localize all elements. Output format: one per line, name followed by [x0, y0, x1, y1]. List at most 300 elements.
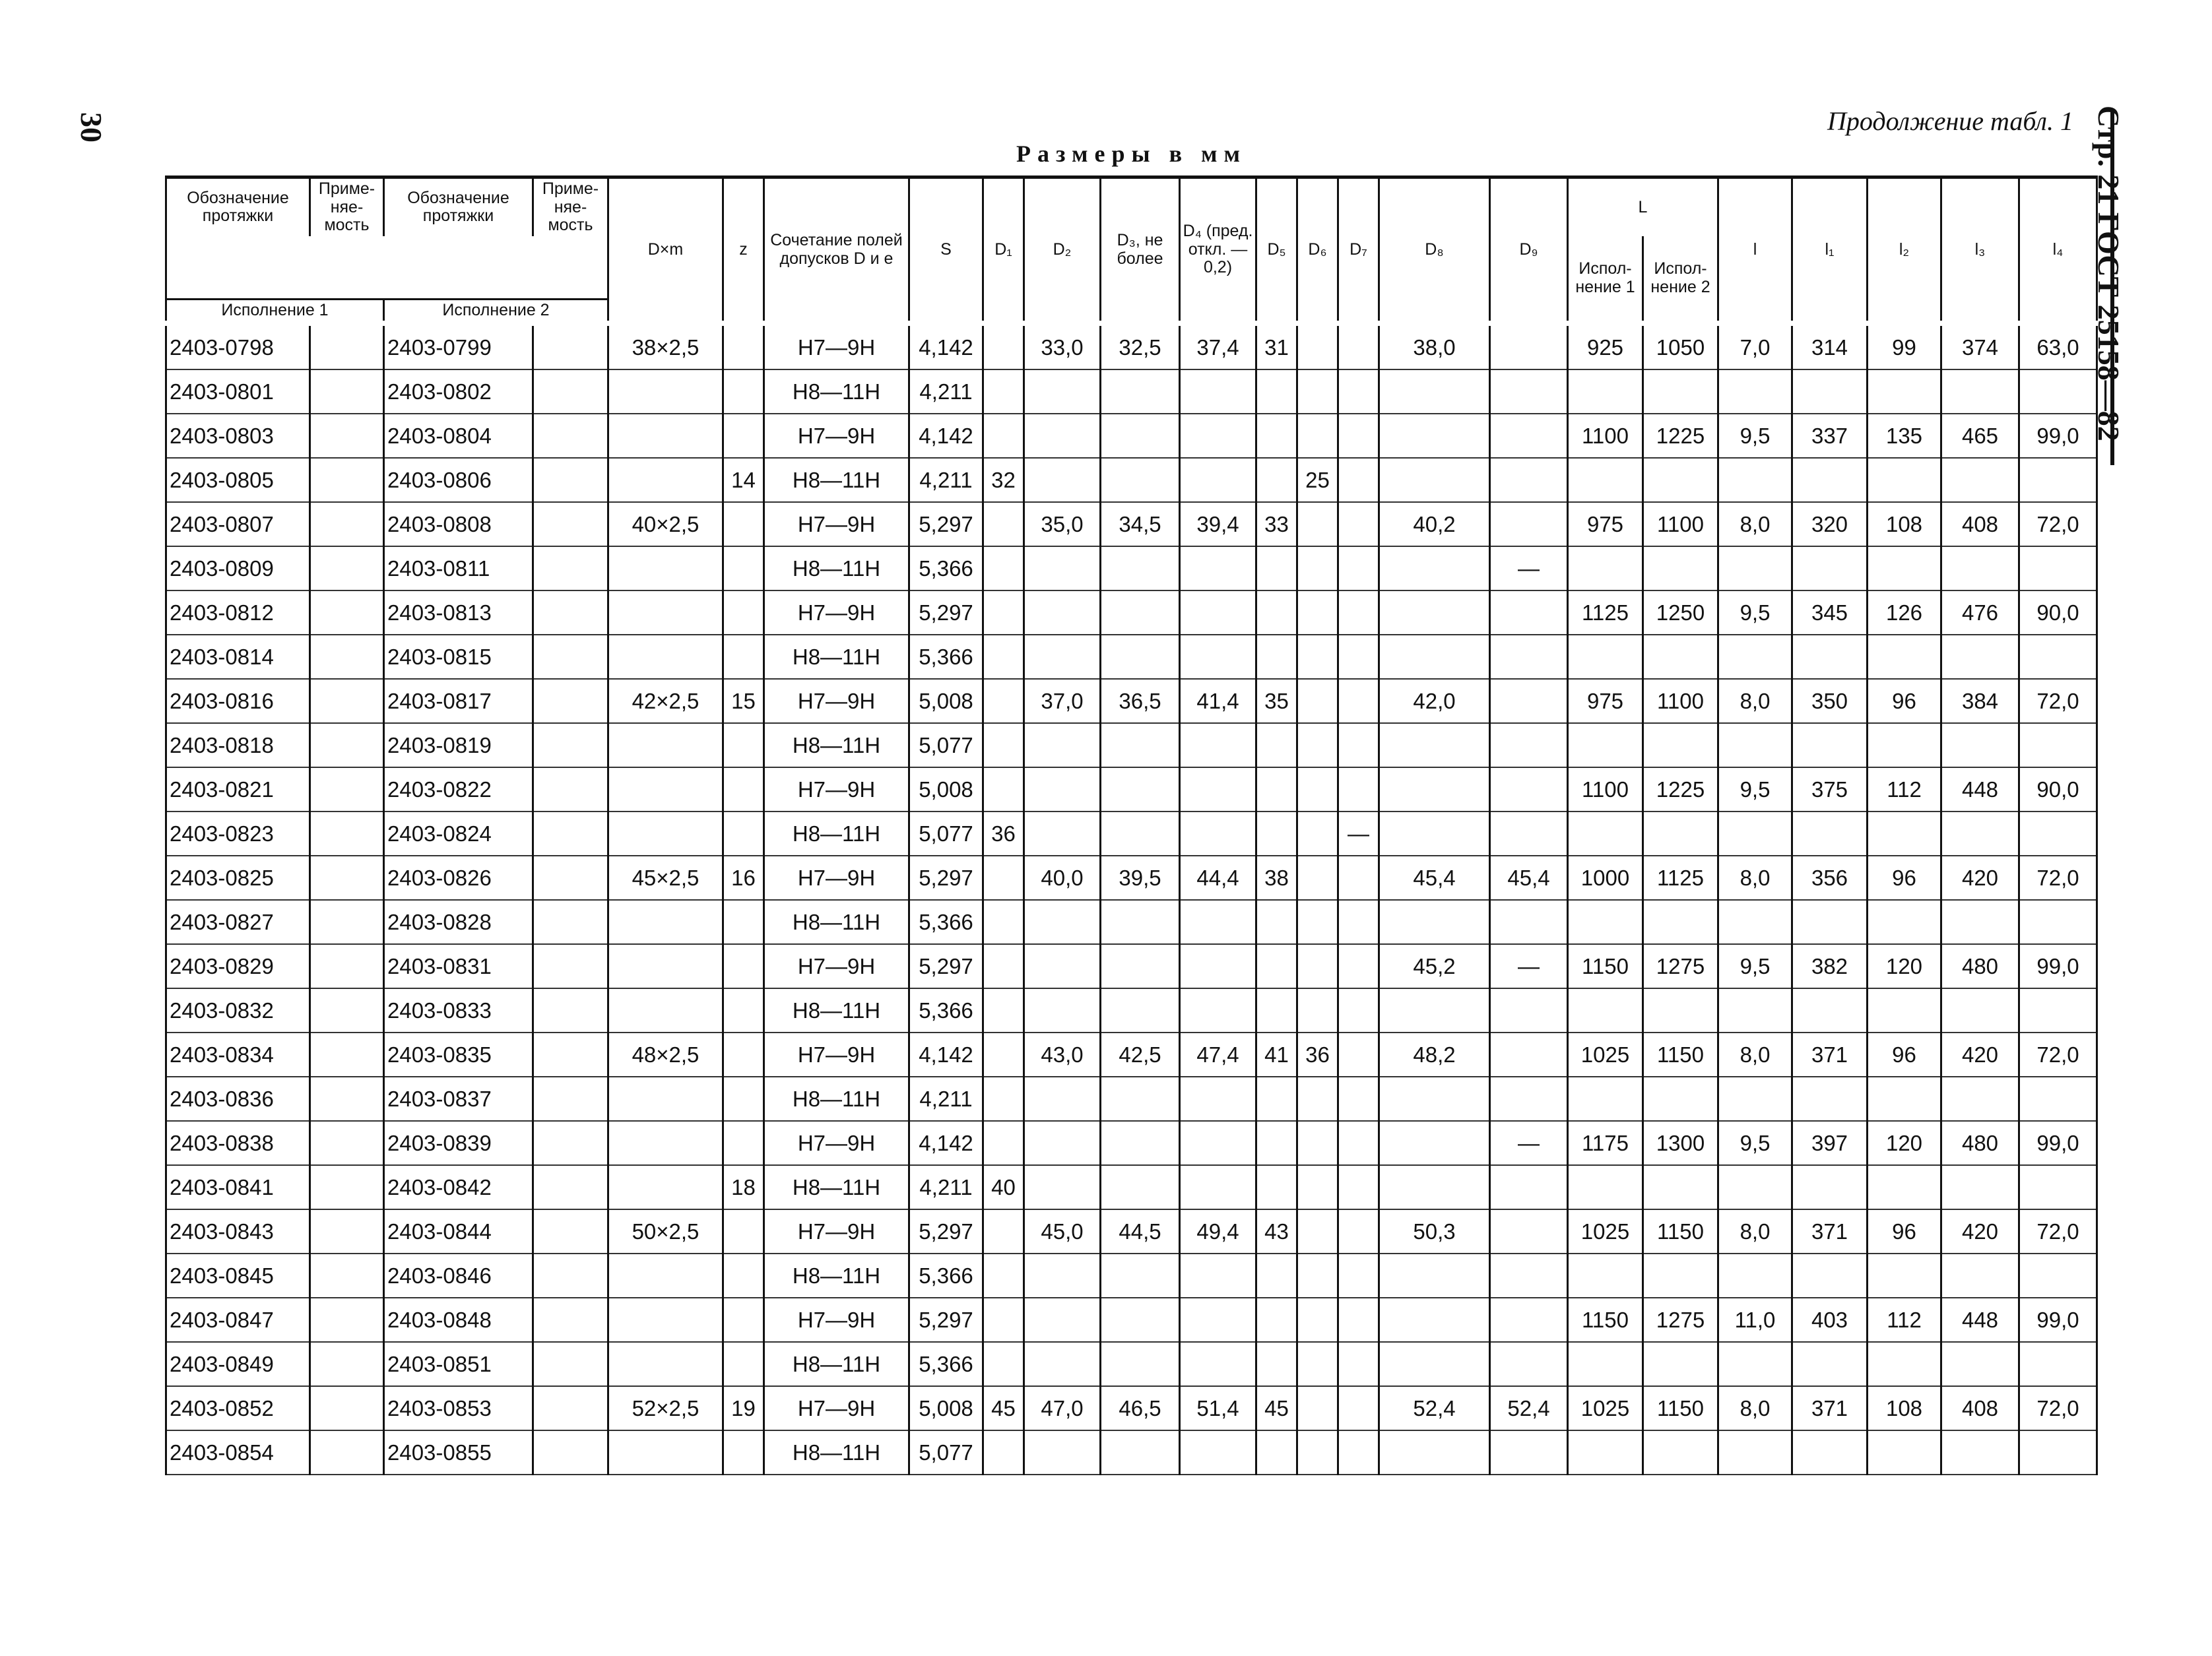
cell-d5: 35: [1256, 679, 1297, 723]
cell-d2: [1024, 546, 1101, 590]
cell-l: 8,0: [1718, 1386, 1792, 1430]
cell-applicability-1: [310, 856, 384, 900]
cell-d4: [1180, 944, 1256, 988]
cell-applicability-1: [310, 458, 384, 502]
cell-d4: [1180, 369, 1256, 414]
cell-d7: —: [1338, 812, 1379, 856]
cell-l1: 337: [1792, 414, 1868, 458]
cell-d9: [1490, 414, 1568, 458]
cell-l2: 135: [1868, 414, 1941, 458]
cell-d1: [983, 590, 1024, 635]
cell-fit: H7—9H: [764, 414, 909, 458]
cell-dxm: 38×2,5: [608, 323, 723, 369]
cell-d6: [1297, 1430, 1338, 1475]
cell-l: 7,0: [1718, 323, 1792, 369]
cell-d9: —: [1490, 1121, 1568, 1165]
cell-d6: [1297, 635, 1338, 679]
cell-s: 5,297: [909, 944, 983, 988]
cell-l-v1: [1568, 1254, 1643, 1298]
cell-l2: 96: [1868, 856, 1941, 900]
cell-s: 5,366: [909, 635, 983, 679]
cell-d9: [1490, 502, 1568, 546]
cell-applicability-1: [310, 1430, 384, 1475]
cell-d9: [1490, 1165, 1568, 1209]
cell-l2: [1868, 900, 1941, 944]
cell-d3: [1101, 590, 1180, 635]
header-d7: D₇: [1338, 177, 1379, 324]
cell-l-v2: [1643, 458, 1718, 502]
cell-designation-1: 2403-0821: [166, 767, 310, 812]
cell-l-v1: [1568, 812, 1643, 856]
cell-applicability-1: [310, 323, 384, 369]
cell-d9: 52,4: [1490, 1386, 1568, 1430]
cell-designation-2: 2403-0846: [384, 1254, 533, 1298]
header-l2: l₂: [1868, 177, 1941, 324]
cell-l1: [1792, 900, 1868, 944]
cell-applicability-1: [310, 944, 384, 988]
cell-d4: 47,4: [1180, 1033, 1256, 1077]
cell-l: 8,0: [1718, 856, 1792, 900]
cell-d1: 40: [983, 1165, 1024, 1209]
cell-l2: 120: [1868, 1121, 1941, 1165]
cell-d1: [983, 900, 1024, 944]
standard-reference: Стр. 21 ГОСТ 25158—82: [2092, 106, 2126, 441]
cell-d1: [983, 1033, 1024, 1077]
cell-applicability-1: [310, 1342, 384, 1386]
cell-d8: [1379, 1298, 1490, 1342]
cell-designation-1: 2403-0843: [166, 1209, 310, 1254]
cell-d2: 45,0: [1024, 1209, 1101, 1254]
cell-d6: [1297, 723, 1338, 767]
cell-d7: [1338, 546, 1379, 590]
cell-d8: [1379, 546, 1490, 590]
table-row: [166, 1033, 2097, 1077]
cell-l4: 72,0: [2019, 856, 2097, 900]
header-l-version-2: Испол-нение 2: [1643, 236, 1718, 324]
cell-applicability-1: [310, 502, 384, 546]
cell-l1: 345: [1792, 590, 1868, 635]
cell-dxm: [608, 369, 723, 414]
cell-l-v2: 1150: [1643, 1033, 1718, 1077]
cell-fit: H7—9H: [764, 1386, 909, 1430]
cell-applicability-2: [533, 900, 608, 944]
cell-dxm: [608, 1342, 723, 1386]
cell-z: [723, 723, 764, 767]
cell-d5: [1256, 1077, 1297, 1121]
cell-d1: [983, 1254, 1024, 1298]
cell-designation-2: 2403-0842: [384, 1165, 533, 1209]
cell-l-v1: [1568, 1077, 1643, 1121]
cell-d7: [1338, 1209, 1379, 1254]
cell-d5: 43: [1256, 1209, 1297, 1254]
cell-l-v1: 1100: [1568, 414, 1643, 458]
cell-d2: [1024, 458, 1101, 502]
cell-designation-2: 2403-0831: [384, 944, 533, 988]
table-row: [166, 767, 2097, 812]
cell-s: 4,211: [909, 1077, 983, 1121]
cell-fit: H8—11H: [764, 546, 909, 590]
cell-l-v2: [1643, 812, 1718, 856]
cell-s: 5,008: [909, 679, 983, 723]
cell-l-v1: 1025: [1568, 1209, 1643, 1254]
cell-d1: [983, 679, 1024, 723]
cell-d7: [1338, 723, 1379, 767]
header-dxm: D×m: [608, 177, 723, 324]
cell-d7: [1338, 679, 1379, 723]
cell-l3: [1941, 1077, 2019, 1121]
cell-l3: 420: [1941, 1209, 2019, 1254]
header-l4: l₄: [2019, 177, 2097, 324]
cell-applicability-1: [310, 369, 384, 414]
cell-l3: 465: [1941, 414, 2019, 458]
cell-l1: [1792, 988, 1868, 1033]
cell-l-v2: [1643, 546, 1718, 590]
cell-s: 4,142: [909, 414, 983, 458]
cell-applicability-2: [533, 1077, 608, 1121]
cell-d5: [1256, 944, 1297, 988]
cell-d1: [983, 1209, 1024, 1254]
cell-applicability-1: [310, 1077, 384, 1121]
cell-l: 8,0: [1718, 1033, 1792, 1077]
cell-l-v1: 1150: [1568, 944, 1643, 988]
cell-d8: [1379, 988, 1490, 1033]
cell-l-v2: 1275: [1643, 1298, 1718, 1342]
cell-l: 9,5: [1718, 1121, 1792, 1165]
cell-fit: H7—9H: [764, 944, 909, 988]
cell-applicability-1: [310, 1209, 384, 1254]
cell-s: 5,297: [909, 590, 983, 635]
cell-l4: [2019, 900, 2097, 944]
cell-d7: [1338, 1254, 1379, 1298]
cell-l2: [1868, 546, 1941, 590]
cell-l: [1718, 546, 1792, 590]
table-row: [166, 1209, 2097, 1254]
cell-l3: 420: [1941, 856, 2019, 900]
cell-designation-1: 2403-0854: [166, 1430, 310, 1475]
cell-d9: [1490, 1077, 1568, 1121]
cell-l2: [1868, 723, 1941, 767]
header-version-2: Исполнение 2: [384, 299, 608, 323]
cell-dxm: [608, 723, 723, 767]
cell-l-v1: 1100: [1568, 767, 1643, 812]
cell-l2: [1868, 1165, 1941, 1209]
cell-l: 8,0: [1718, 679, 1792, 723]
cell-s: 5,297: [909, 1298, 983, 1342]
cell-z: [723, 1033, 764, 1077]
cell-dxm: [608, 944, 723, 988]
cell-l-v2: [1643, 1165, 1718, 1209]
header-d1: D₁: [983, 177, 1024, 324]
cell-s: 5,366: [909, 1342, 983, 1386]
cell-l4: 99,0: [2019, 944, 2097, 988]
cell-d3: [1101, 546, 1180, 590]
cell-d7: [1338, 1121, 1379, 1165]
header-l3: l₃: [1941, 177, 2019, 324]
header-d3: D₃, не более: [1101, 177, 1180, 324]
cell-d5: [1256, 546, 1297, 590]
cell-designation-2: 2403-0828: [384, 900, 533, 944]
cell-d9: [1490, 1254, 1568, 1298]
cell-d7: [1338, 590, 1379, 635]
cell-l-v1: 1175: [1568, 1121, 1643, 1165]
cell-l4: [2019, 1165, 2097, 1209]
cell-d3: 36,5: [1101, 679, 1180, 723]
cell-d4: 39,4: [1180, 502, 1256, 546]
cell-l-v2: [1643, 1077, 1718, 1121]
cell-l1: 371: [1792, 1386, 1868, 1430]
cell-applicability-1: [310, 1298, 384, 1342]
cell-dxm: 40×2,5: [608, 502, 723, 546]
cell-s: 5,297: [909, 502, 983, 546]
cell-z: [723, 502, 764, 546]
cell-d4: [1180, 1254, 1256, 1298]
cell-d8: 45,2: [1379, 944, 1490, 988]
cell-d9: [1490, 1430, 1568, 1475]
cell-l-v2: [1643, 900, 1718, 944]
table-row: [166, 679, 2097, 723]
cell-fit: H7—9H: [764, 323, 909, 369]
cell-fit: H8—11H: [764, 369, 909, 414]
header-designation-2: Обозначение протяжки: [384, 177, 533, 236]
cell-applicability-1: [310, 988, 384, 1033]
cell-dxm: [608, 812, 723, 856]
header-designation-1: Обозначение протяжки: [166, 177, 310, 236]
cell-applicability-1: [310, 767, 384, 812]
cell-l: [1718, 1165, 1792, 1209]
cell-d2: [1024, 414, 1101, 458]
cell-d3: [1101, 900, 1180, 944]
cell-l2: [1868, 458, 1941, 502]
cell-designation-1: 2403-0816: [166, 679, 310, 723]
cell-d2: [1024, 723, 1101, 767]
cell-d1: [983, 323, 1024, 369]
cell-applicability-2: [533, 1342, 608, 1386]
cell-l2: [1868, 1077, 1941, 1121]
cell-d5: 38: [1256, 856, 1297, 900]
cell-l4: [2019, 1342, 2097, 1386]
cell-d9: 45,4: [1490, 856, 1568, 900]
cell-d2: [1024, 1077, 1101, 1121]
cell-l-v2: [1643, 369, 1718, 414]
cell-designation-2: 2403-0811: [384, 546, 533, 590]
cell-l2: [1868, 635, 1941, 679]
cell-d4: [1180, 767, 1256, 812]
cell-dxm: 45×2,5: [608, 856, 723, 900]
cell-applicability-2: [533, 679, 608, 723]
cell-d7: [1338, 1386, 1379, 1430]
cell-d2: 37,0: [1024, 679, 1101, 723]
header-d4: D₄ (пред. откл. —0,2): [1180, 177, 1256, 324]
cell-designation-1: 2403-0812: [166, 590, 310, 635]
cell-z: 15: [723, 679, 764, 723]
cell-designation-1: 2403-0849: [166, 1342, 310, 1386]
header-fit: Сочетание полей допусков D и e: [764, 177, 909, 324]
cell-applicability-1: [310, 900, 384, 944]
cell-d7: [1338, 323, 1379, 369]
cell-d3: [1101, 1121, 1180, 1165]
cell-d7: [1338, 1033, 1379, 1077]
cell-d6: [1297, 546, 1338, 590]
cell-z: [723, 767, 764, 812]
cell-s: 4,142: [909, 1121, 983, 1165]
cell-l1: [1792, 723, 1868, 767]
cell-d9: [1490, 1033, 1568, 1077]
cell-dxm: [608, 1298, 723, 1342]
cell-d8: [1379, 1077, 1490, 1121]
cell-d8: 48,2: [1379, 1033, 1490, 1077]
cell-d6: [1297, 1254, 1338, 1298]
cell-l4: [2019, 723, 2097, 767]
cell-d3: [1101, 988, 1180, 1033]
cell-d3: [1101, 1342, 1180, 1386]
cell-d4: [1180, 1165, 1256, 1209]
cell-z: 14: [723, 458, 764, 502]
cell-s: 5,077: [909, 723, 983, 767]
cell-applicability-2: [533, 502, 608, 546]
cell-z: [723, 900, 764, 944]
cell-l4: [2019, 546, 2097, 590]
cell-l-v1: 975: [1568, 502, 1643, 546]
cell-fit: H8—11H: [764, 1430, 909, 1475]
cell-z: 16: [723, 856, 764, 900]
cell-l2: 126: [1868, 590, 1941, 635]
cell-s: 5,297: [909, 1209, 983, 1254]
cell-d7: [1338, 1430, 1379, 1475]
cell-l1: [1792, 369, 1868, 414]
cell-fit: H7—9H: [764, 679, 909, 723]
cell-designation-2: 2403-0813: [384, 590, 533, 635]
cell-d9: [1490, 988, 1568, 1033]
cell-l: [1718, 1342, 1792, 1386]
cell-d9: [1490, 812, 1568, 856]
cell-designation-2: 2403-0822: [384, 767, 533, 812]
cell-d2: 35,0: [1024, 502, 1101, 546]
cell-d6: [1297, 988, 1338, 1033]
cell-d1: [983, 1430, 1024, 1475]
cell-applicability-2: [533, 723, 608, 767]
cell-d2: [1024, 1254, 1101, 1298]
cell-applicability-2: [533, 635, 608, 679]
cell-l-v1: [1568, 1430, 1643, 1475]
cell-d2: [1024, 590, 1101, 635]
cell-fit: H8—11H: [764, 1342, 909, 1386]
cell-d8: [1379, 458, 1490, 502]
table-row: [166, 812, 2097, 856]
cell-s: 4,211: [909, 458, 983, 502]
cell-l-v1: [1568, 635, 1643, 679]
cell-l4: 72,0: [2019, 502, 2097, 546]
cell-d6: [1297, 502, 1338, 546]
header-z: z: [723, 177, 764, 324]
cell-l-v2: [1643, 1342, 1718, 1386]
cell-z: [723, 1342, 764, 1386]
header-l-version-1: Испол-нение 1: [1568, 236, 1643, 324]
cell-designation-2: 2403-0815: [384, 635, 533, 679]
cell-l2: [1868, 1430, 1941, 1475]
cell-d1: 32: [983, 458, 1024, 502]
cell-designation-2: 2403-0839: [384, 1121, 533, 1165]
cell-l1: [1792, 635, 1868, 679]
cell-l2: [1868, 1342, 1941, 1386]
cell-d6: [1297, 1298, 1338, 1342]
cell-d5: [1256, 458, 1297, 502]
cell-d9: [1490, 458, 1568, 502]
cell-d7: [1338, 1298, 1379, 1342]
cell-dxm: [608, 988, 723, 1033]
cell-designation-1: 2403-0852: [166, 1386, 310, 1430]
cell-d3: 44,5: [1101, 1209, 1180, 1254]
cell-designation-1: 2403-0809: [166, 546, 310, 590]
header-d9: D₉: [1490, 177, 1568, 324]
cell-l-v1: 1125: [1568, 590, 1643, 635]
cell-l-v2: [1643, 988, 1718, 1033]
cell-applicability-2: [533, 944, 608, 988]
cell-d4: [1180, 1077, 1256, 1121]
cell-d3: 39,5: [1101, 856, 1180, 900]
header-d6: D₆: [1297, 177, 1338, 324]
cell-designation-2: 2403-0855: [384, 1430, 533, 1475]
cell-d7: [1338, 900, 1379, 944]
cell-s: 5,366: [909, 546, 983, 590]
cell-l: [1718, 369, 1792, 414]
cell-l3: 480: [1941, 944, 2019, 988]
cell-d1: [983, 944, 1024, 988]
cell-l1: [1792, 1254, 1868, 1298]
header-d2: D₂: [1024, 177, 1101, 324]
cell-l-v2: 1225: [1643, 414, 1718, 458]
cell-d7: [1338, 1342, 1379, 1386]
cell-d1: 36: [983, 812, 1024, 856]
cell-l2: [1868, 988, 1941, 1033]
cell-fit: H8—11H: [764, 1077, 909, 1121]
cell-d5: [1256, 1121, 1297, 1165]
cell-fit: H8—11H: [764, 988, 909, 1033]
cell-applicability-2: [533, 1033, 608, 1077]
cell-d8: 50,3: [1379, 1209, 1490, 1254]
cell-l3: [1941, 369, 2019, 414]
cell-applicability-1: [310, 635, 384, 679]
cell-dxm: 48×2,5: [608, 1033, 723, 1077]
cell-l3: 448: [1941, 1298, 2019, 1342]
cell-fit: H7—9H: [764, 1209, 909, 1254]
cell-designation-2: 2403-0844: [384, 1209, 533, 1254]
cell-d3: [1101, 635, 1180, 679]
cell-d4: [1180, 1430, 1256, 1475]
cell-fit: H8—11H: [764, 1254, 909, 1298]
cell-d6: [1297, 590, 1338, 635]
cell-s: 4,142: [909, 323, 983, 369]
cell-d1: [983, 856, 1024, 900]
cell-s: 5,366: [909, 1254, 983, 1298]
cell-l4: [2019, 1430, 2097, 1475]
cell-l-v2: [1643, 723, 1718, 767]
cell-l: 11,0: [1718, 1298, 1792, 1342]
cell-d6: [1297, 1121, 1338, 1165]
cell-dxm: 52×2,5: [608, 1386, 723, 1430]
cell-l: [1718, 458, 1792, 502]
cell-s: 5,008: [909, 1386, 983, 1430]
cell-s: 5,077: [909, 812, 983, 856]
cell-l1: [1792, 1430, 1868, 1475]
cell-s: 5,366: [909, 900, 983, 944]
cell-d9: [1490, 723, 1568, 767]
cell-d4: [1180, 635, 1256, 679]
cell-z: 19: [723, 1386, 764, 1430]
cell-l3: [1941, 1254, 2019, 1298]
cell-fit: H7—9H: [764, 767, 909, 812]
cell-l3: 384: [1941, 679, 2019, 723]
cell-designation-1: 2403-0827: [166, 900, 310, 944]
